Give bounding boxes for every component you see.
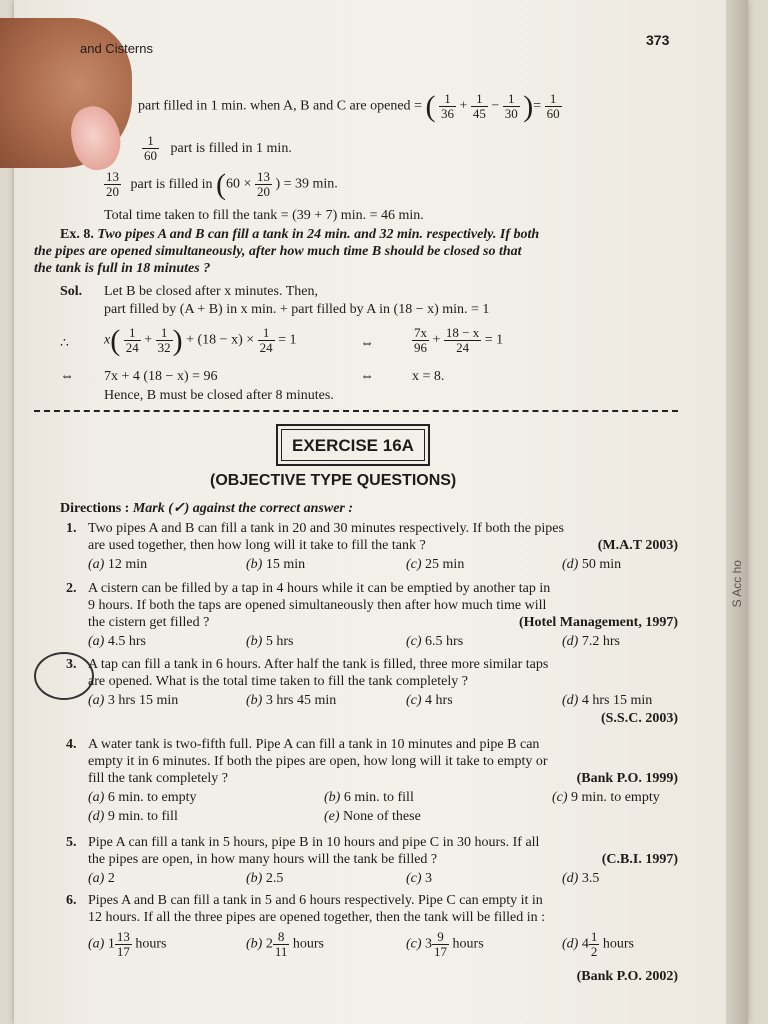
question-text-line: fill the tank completely ? — [88, 771, 228, 786]
iff-symbol: ⇔ — [360, 336, 374, 351]
question-source: (M.A.T 2003) — [597, 538, 678, 553]
fraction: $\frac{18 - x}{24}$ — [445, 325, 480, 355]
page-edge — [726, 0, 748, 1024]
option: (d) 50 min — [562, 557, 622, 572]
sol-conclusion: Hence, B must be closed after 8 minutes. — [104, 388, 334, 403]
fraction: $\frac{13}{20}$ — [106, 169, 119, 199]
example-label: Ex. 8. — [60, 227, 94, 242]
iff-symbol: ⇔ — [360, 369, 374, 384]
question-number: 5. — [66, 835, 77, 850]
question-number: 1. — [66, 521, 77, 536]
question-number: 2. — [66, 581, 77, 596]
option: (a) 1 $\frac{13}{17}$ hours — [88, 929, 167, 959]
question-text-line: Pipes A and B can fill a tank in 5 and 6 hours respectively. Pipe C can empty it in — [88, 893, 543, 908]
fraction: $\frac{1}{45}$ — [472, 91, 486, 121]
exercise-title: EXERCISE 16A — [292, 436, 414, 455]
exercise-subtitle: (OBJECTIVE TYPE QUESTIONS) — [210, 472, 457, 489]
option: (b) 2 $\frac{8}{11}$ hours — [246, 929, 324, 959]
option: (a) 6 min. to empty — [88, 790, 197, 805]
question-text-line: 9 hours. If both the taps are opened simultaneously then after how much time will — [88, 598, 547, 613]
option: (b) 5 hrs — [246, 634, 294, 649]
question-number: 3. — [66, 657, 77, 672]
solution-line-3: $\frac{13}{20}$ part is filled in (60 × $\frac{13}{20}$ ) = 39 min. — [106, 168, 338, 201]
question-source: (Hotel Management, 1997) — [518, 615, 678, 630]
therefore-symbol: ∴ — [60, 336, 69, 351]
question-text-line: A water tank is two-fifth full. Pipe A can fill a tank in 10 minutes and pipe B can — [88, 737, 540, 752]
option: (c) 4 hrs — [406, 693, 453, 708]
question-text-line: 12 hours. If all the three pipes are opened together, then the tank will be filled in : — [88, 910, 546, 925]
sol-equation-1: x( $\frac{1}{24}$ + $\frac{1}{32}$ ) + (18 − x) × $\frac{1}{24}$ = 1 — [104, 324, 297, 357]
option: (c) 6.5 hrs — [406, 634, 464, 649]
option: (d) 3.5 — [562, 871, 600, 886]
option: (b) 3 hrs 45 min — [246, 693, 337, 708]
example-8-line-3: the tank is full in 18 minutes ? — [34, 261, 211, 276]
option: (b) 6 min. to fill — [324, 790, 414, 805]
text: part filled in 1 min. when A, B and C are opened = — [138, 98, 422, 114]
fraction: $\frac{7x}{96}$ — [414, 325, 427, 355]
fraction: $\frac{1}{60}$ — [144, 133, 157, 163]
solution-line-4: Total time taken to fill the tank = (39 + 7) min. = 46 min. — [104, 208, 424, 223]
sol-equation-2: $\frac{7x}{96}$ + $\frac{18 - x}{24}$ = 1 — [414, 325, 504, 355]
question-text-line: Two pipes A and B can fill a tank in 20 and 30 minutes respectively. If both the pipes — [88, 521, 564, 536]
question-number: 6. — [66, 893, 77, 908]
question-text-line: A tap can fill a tank in 6 hours. After half the tank is filled, three more similar taps — [88, 657, 549, 672]
question-source: (Bank P.O. 2002) — [576, 969, 678, 984]
fraction: $\frac{1}{36}$ — [440, 91, 454, 121]
option: (d) 7.2 hrs — [562, 634, 620, 649]
question-source: (S.S.C. 2003) — [600, 711, 678, 726]
exercise-title-box — [276, 424, 430, 466]
option: (a) 12 min — [88, 557, 148, 572]
question-text-line: are used together, then how long will it take to fill the tank ? — [88, 538, 426, 553]
option: (c) 25 min — [406, 557, 465, 572]
sol-equation-3-result: x = 8. — [412, 369, 445, 384]
example-8-line-1: Ex. 8. Two pipes A and B can fill a tank in 24 min. and 32 min. respectively. If both — [60, 227, 540, 242]
option: (c) 3 — [406, 871, 433, 886]
option: (a) 4.5 hrs — [88, 634, 146, 649]
question-source: (Bank P.O. 1999) — [576, 771, 678, 786]
solution-line-2: $\frac{1}{60}$ part is filled in 1 min. — [144, 133, 292, 163]
question-number: 4. — [66, 737, 77, 752]
fraction: $\frac{1}{24}$ — [259, 325, 273, 355]
example-8-line-2: the pipes are opened simultaneously, after how much time B should be closed so that — [34, 244, 522, 259]
sol-label: Sol. — [60, 284, 83, 299]
option: (c) 3 $\frac{9}{17}$ hours — [406, 929, 484, 959]
iff-symbol: ⇔ — [60, 369, 74, 384]
section-divider — [34, 410, 678, 412]
question-text-line: the pipes are open, in how many hours will the tank be filled ? — [88, 852, 438, 867]
fraction: $\frac{13}{20}$ — [256, 169, 270, 199]
question-text-line: Pipe A can fill a tank in 5 hours, pipe B in 10 hours and pipe C in 30 hours. If all — [88, 835, 540, 850]
question-text-line: A cistern can be filled by a tap in 4 hours while it can be emptied by another tap in — [88, 581, 551, 596]
option: (e) None of these — [324, 809, 421, 824]
option: (b) 15 min — [246, 557, 306, 572]
question-text-line: the cistern get filled ? — [88, 615, 210, 630]
option: (c) 9 min. to empty — [552, 790, 660, 805]
fraction: $\frac{1}{24}$ — [125, 325, 139, 355]
option: (a) 2 — [88, 871, 115, 886]
fraction-result: $\frac{1}{60}$ — [546, 91, 560, 121]
handwritten-circle-mark — [34, 652, 94, 700]
question-source: (C.B.I. 1997) — [601, 852, 678, 867]
solution-line-1: part filled in 1 min. when A, B and C are opened = ( $\frac{1}{36}$ + $\frac{1}{45}$ − $\frac{1}{30}$ )= $\frac{1}{60}$ — [138, 90, 560, 123]
option: (d) 4 hrs 15 min — [562, 693, 653, 708]
sol-line-1: Let B be closed after x minutes. Then, — [104, 284, 318, 299]
option: (d) 4 $\frac{1}{2}$ hours — [562, 929, 634, 959]
fraction: $\frac{1}{32}$ — [157, 325, 171, 355]
directions: Directions : Mark (✓) against the correct answer : — [60, 501, 354, 516]
option: (b) 2.5 — [246, 871, 284, 886]
fraction: $\frac{1}{30}$ — [504, 91, 518, 121]
chapter-title: and Cisterns — [80, 41, 153, 56]
sol-line-2: part filled by (A + B) in x min. + part filled by A in (18 − x) min. = 1 — [104, 302, 490, 317]
page-number: 373 — [646, 32, 670, 48]
option: (a) 3 hrs 15 min — [88, 693, 179, 708]
margin-handwriting: S Acc ho — [730, 560, 744, 608]
sol-equation-3: 7x + 4 (18 − x) = 96 — [104, 369, 218, 384]
question-text-line: empty it in 6 minutes. If both the pipes are open, how long will it take to empty or — [88, 754, 548, 769]
option: (d) 9 min. to fill — [88, 809, 178, 824]
question-text-line: are opened. What is the total time taken to fill the tank completely ? — [88, 674, 468, 689]
